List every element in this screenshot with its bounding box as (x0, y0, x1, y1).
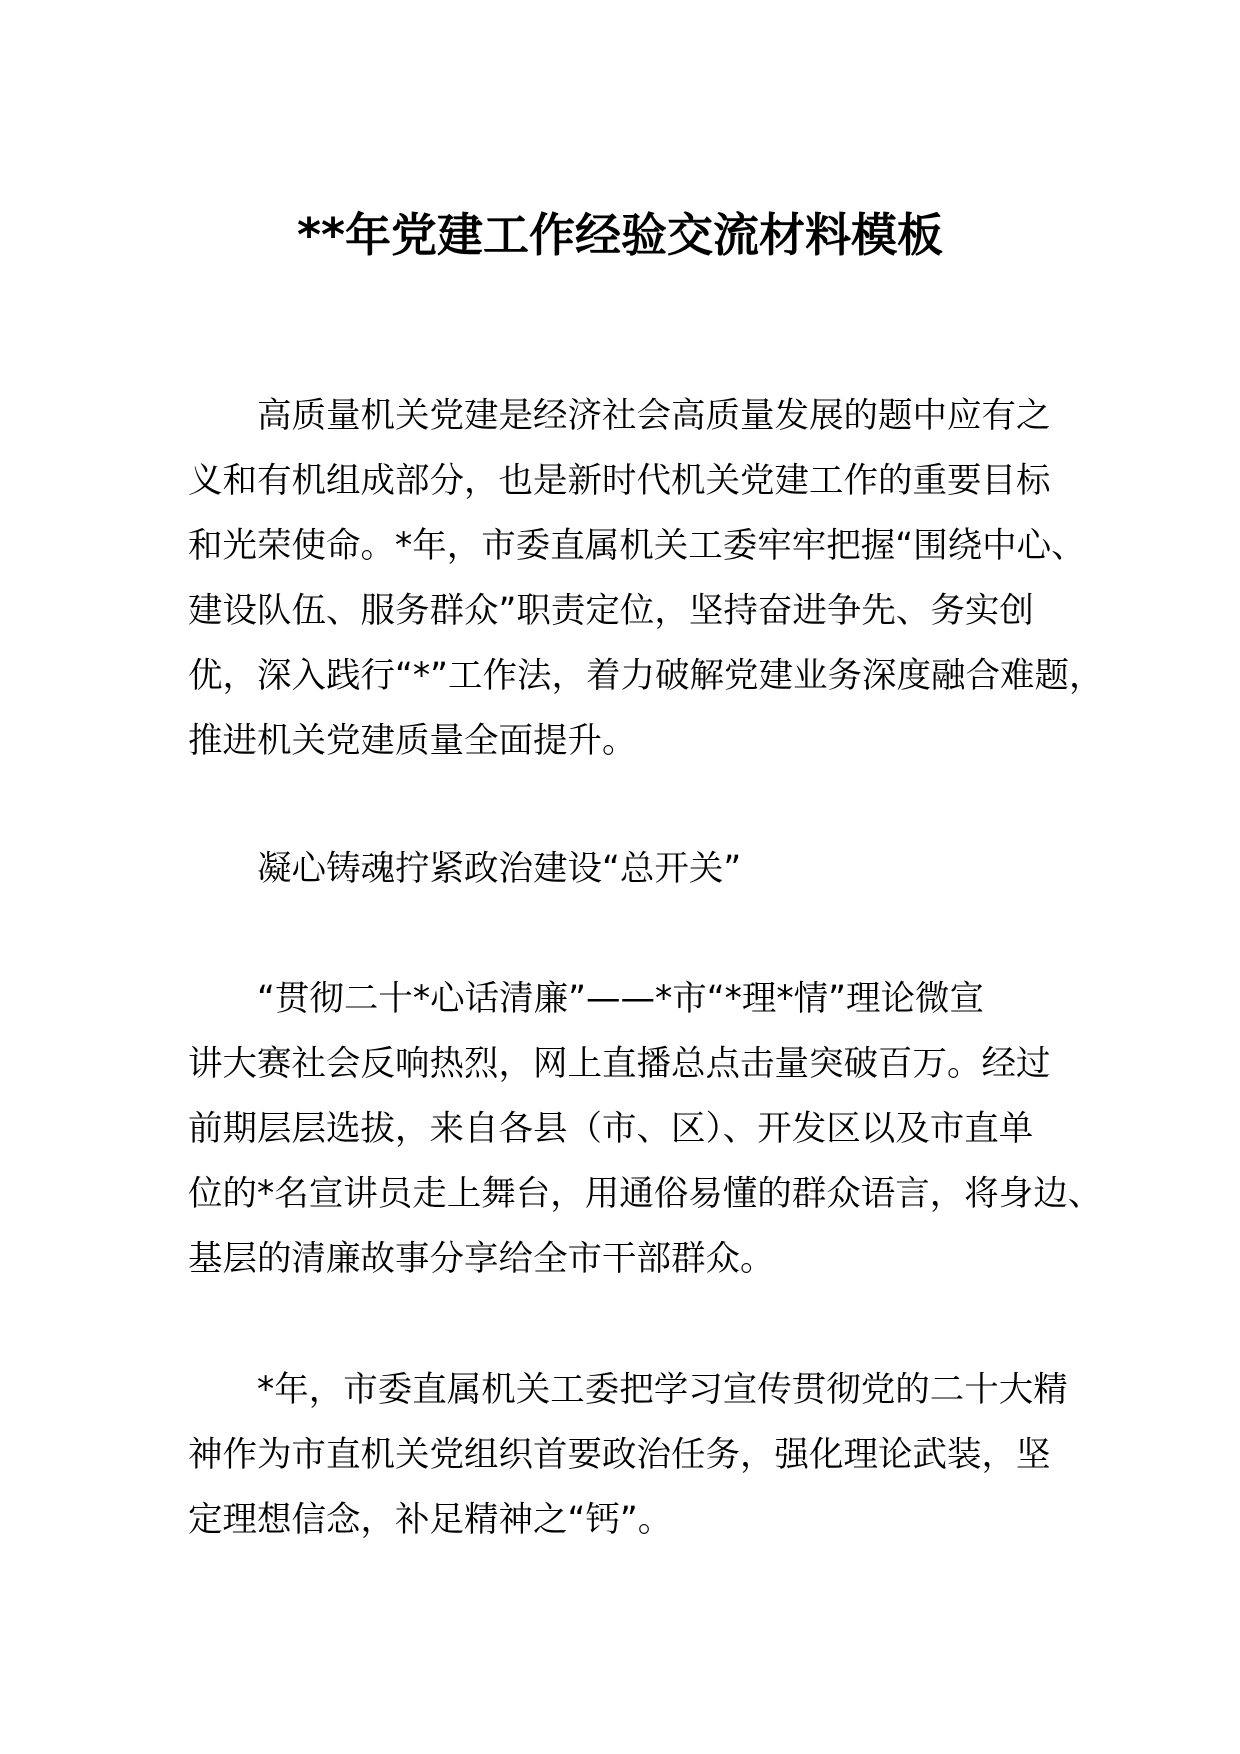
document-title: **年党建工作经验交流材料模板 (296, 208, 944, 262)
text-line: 讲大赛社会反响热烈，网上直播总点击量突破百万。经过 (188, 1044, 1051, 1084)
text-line: 和光荣使命。*年，市委直属机关工委牢牢把握“围绕中心、 (188, 526, 1086, 566)
text-line: 建设队伍、服务群众”职责定位，坚持奋进争先、务实创 (188, 591, 1034, 631)
text-line: 基层的清廉故事分享给全市干部群众。 (188, 1239, 775, 1279)
paragraph-study (188, 1358, 1068, 1553)
text-line: 高质量机关党建是经济社会高质量发展的题中应有之 (257, 396, 1051, 436)
text-line: 优，深入践行“*”工作法，着力破解党建业务深度融合难题， (188, 656, 1104, 696)
text-line: 位的*名宣讲员走上舞台，用通俗易懂的群众语言，将身边、 (188, 1174, 1103, 1214)
text-line: 推进机关党建质量全面提升。 (188, 721, 637, 761)
paragraph-lecture-contest (188, 967, 1103, 1292)
paragraph-intro (188, 384, 1104, 774)
section-heading-block (188, 837, 1058, 902)
section-heading: 凝心铸魂拧紧政治建设“总开关” (257, 849, 742, 889)
text-line: “贯彻二十*心话清廉”——*市“*理*情”理论微宣 (257, 979, 984, 1019)
text-line: 义和有机组成部分，也是新时代机关党建工作的重要目标 (188, 461, 1051, 501)
text-line: 前期层层选拔，来自各县（市、区）、开发区以及市直单 (188, 1109, 1034, 1149)
text-line: 神作为市直机关党组织首要政治任务，强化理论武装，坚 (188, 1435, 1051, 1475)
text-line: 定理想信念，补足精神之“钙”。 (188, 1500, 673, 1540)
text-line: *年，市委直属机关工委把学习宣传贯彻党的二十大精 (257, 1370, 1068, 1410)
